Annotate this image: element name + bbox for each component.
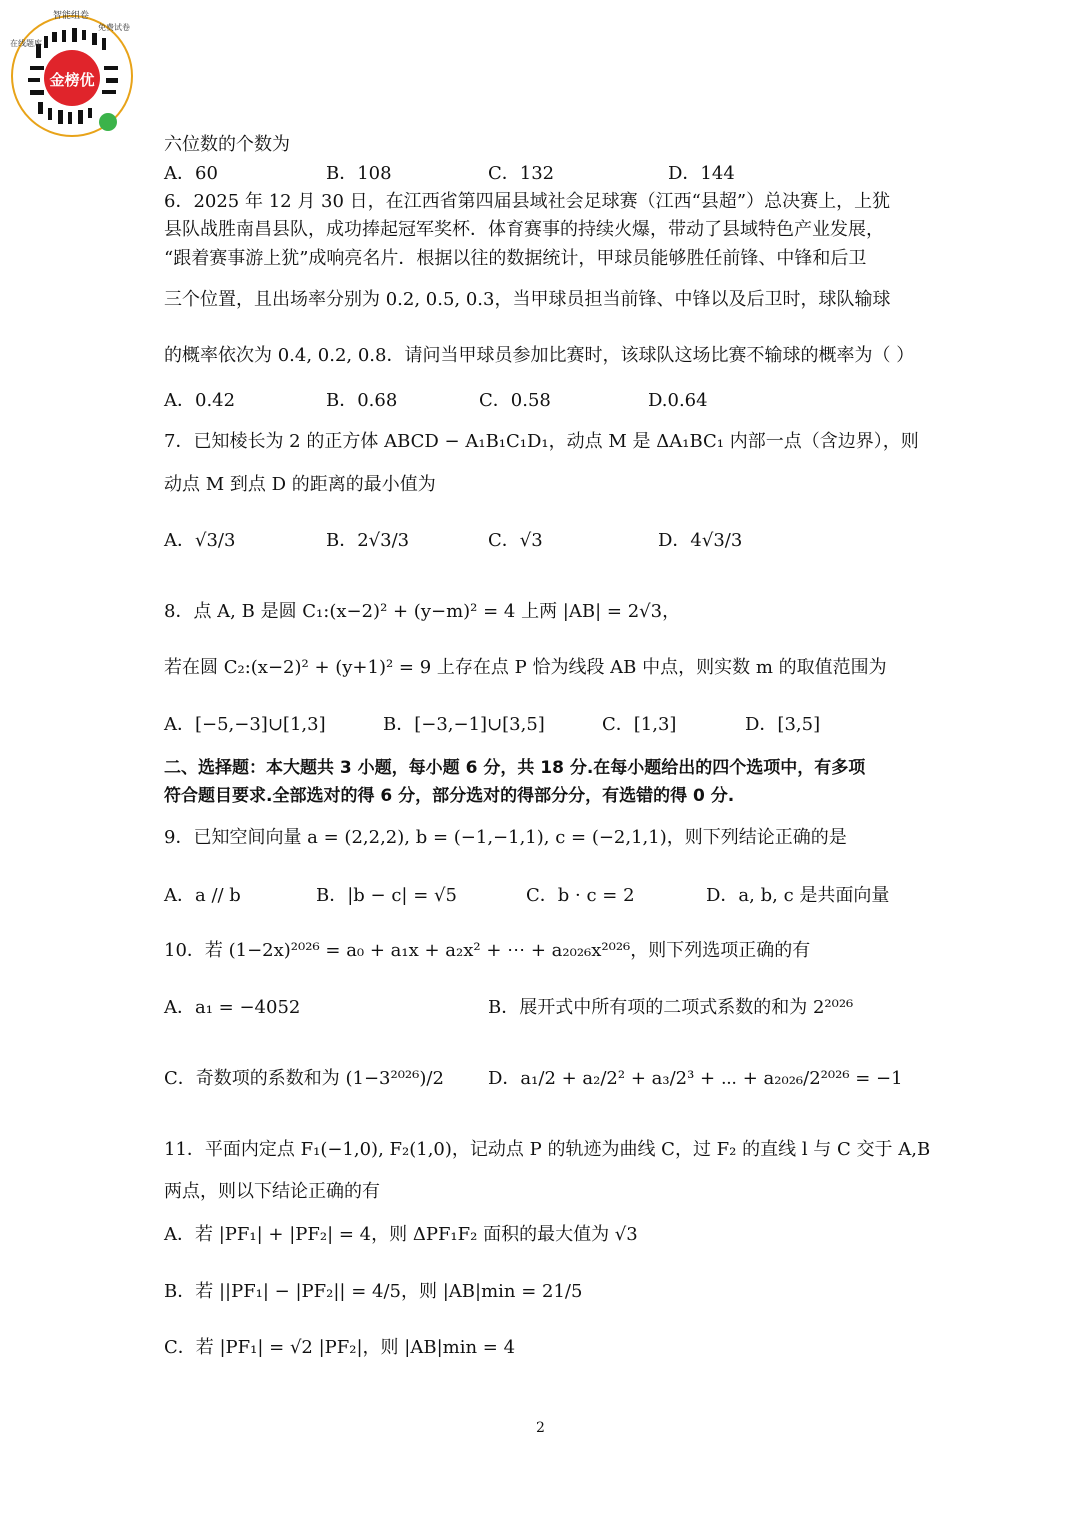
logo-brand: 金榜优 xyxy=(49,71,95,89)
q8-option-a: A．[−5,−3]∪[1,3] xyxy=(164,714,326,735)
q9-option-a: A．a // b xyxy=(164,885,241,906)
q9-option-d: D．a, b, c 是共面向量 xyxy=(706,885,890,906)
q6-option-d: D.0.64 xyxy=(648,390,708,411)
q8-option-b: B．[−3,−1]∪[3,5] xyxy=(383,714,545,735)
q5-option-d: D．144 xyxy=(668,163,735,184)
q5-option-c: C．132 xyxy=(488,163,555,184)
q8-option-d: D．[3,5] xyxy=(745,714,821,735)
q6-line-2: 县队战胜南昌县队，成功捧起冠军奖杯．体育赛事的持续火爆，带动了县域特色产业发展， xyxy=(164,219,884,240)
q8-line-1: 8．点 A, B 是圆 C₁:(x−2)² + (y−m)² = 4 上两 |AB| = 2√3， xyxy=(164,601,681,622)
q6-option-a: A．0.42 xyxy=(164,390,236,411)
logo-ring-left: 在线题库 xyxy=(10,39,42,48)
page-number: 2 xyxy=(536,1420,545,1436)
q7-line-2: 动点 M 到点 D 的距离的最小值为 xyxy=(164,474,436,495)
q5-tail: 六位数的个数为 xyxy=(164,134,290,155)
q8-option-c: C．[1,3] xyxy=(602,714,677,735)
q6-line-4: 三个位置，且出场率分别为 0.2, 0.5, 0.3，当甲球员担当前锋、中锋以及后卫时，球队输球 xyxy=(164,289,891,310)
q10-option-b: B．展开式中所有项的二项式系数的和为 2²⁰²⁶ xyxy=(488,997,854,1018)
q5-option-a: A．60 xyxy=(164,163,218,184)
q7-option-d: D．4√3/3 xyxy=(658,530,743,551)
q6-option-c: C．0.58 xyxy=(479,390,551,411)
section2-line-2: 符合题目要求.全部选对的得 6 分，部分选对的得部分分，有选错的得 0 分. xyxy=(164,786,735,806)
q10-line-1: 10．若 (1−2x)²⁰²⁶ = a₀ + a₁x + a₂x² + ⋯ + a₂₀₂₆x²⁰²⁶，则下列选项正确的有 xyxy=(164,940,811,961)
q11-option-b: B．若 ||PF₁| − |PF₂|| = 4/5，则 |AB|min = 21/5 xyxy=(164,1281,583,1302)
q10-option-a: A．a₁ = −4052 xyxy=(164,997,301,1018)
q7-line-1: 7．已知棱长为 2 的正方体 ABCD − A₁B₁C₁D₁，动点 M 是 ΔA₁BC₁ 内部一点（含边界），则 xyxy=(164,431,919,452)
q8-line-2: 若在圆 C₂:(x−2)² + (y+1)² = 9 上存在点 P 恰为线段 AB 中点，则实数 m 的取值范围为 xyxy=(164,657,887,678)
q10-option-d: D．a₁/2 + a₂/2² + a₃/2³ + ⋯ + a₂₀₂₆/2²⁰²⁶ = −1 xyxy=(488,1068,903,1089)
q6-line-3: “跟着赛事游上犹”成响亮名片．根据以往的数据统计，甲球员能够胜任前锋、中锋和后卫 xyxy=(164,248,867,269)
q6-line-5: 的概率依次为 0.4, 0.2, 0.8．请问当甲球员参加比赛时，该球队这场比赛不输球的概率为（ ） xyxy=(164,345,915,366)
q11-line-2: 两点，则以下结论正确的有 xyxy=(164,1181,380,1202)
q5-option-b: B．108 xyxy=(326,163,392,184)
q10-option-c: C．奇数项的系数和为 (1−3²⁰²⁶)/2 xyxy=(164,1068,444,1089)
q6-option-b: B．0.68 xyxy=(326,390,398,411)
q11-line-1: 11．平面内定点 F₁(−1,0), F₂(1,0)，记动点 P 的轨迹为曲线 C，过 F₂ 的直线 l 与 C 交于 A,B xyxy=(164,1139,931,1160)
q9-option-b: B．|b − c| = √5 xyxy=(316,885,457,906)
logo-ring-right: 免费试卷 xyxy=(98,23,130,32)
q7-option-a: A．√3/3 xyxy=(164,530,236,551)
q7-option-c: C．√3 xyxy=(488,530,543,551)
q11-option-a: A．若 |PF₁| + |PF₂| = 4，则 ΔPF₁F₂ 面积的最大值为 √3 xyxy=(164,1224,638,1245)
q11-option-c: C．若 |PF₁| = √2 |PF₂|，则 |AB|min = 4 xyxy=(164,1337,516,1358)
q9-line-1: 9．已知空间向量 a = (2,2,2), b = (−1,−1,1), c = (−2,1,1)，则下列结论正确的是 xyxy=(164,827,847,848)
q6-line-1: 6．2025 年 12 月 30 日，在江西省第四届县域社会足球赛（江西“县超”）总决赛上，上犹 xyxy=(164,191,891,212)
q9-option-c: C．b · c = 2 xyxy=(526,885,635,906)
logo-ring-top: 智能组卷 xyxy=(53,11,90,21)
section2-line-1: 二、选择题：本大题共 3 小题，每小题 6 分，共 18 分.在每小题给出的四个选项中，有多项 xyxy=(164,758,866,778)
q7-option-b: B．2√3/3 xyxy=(326,530,410,551)
